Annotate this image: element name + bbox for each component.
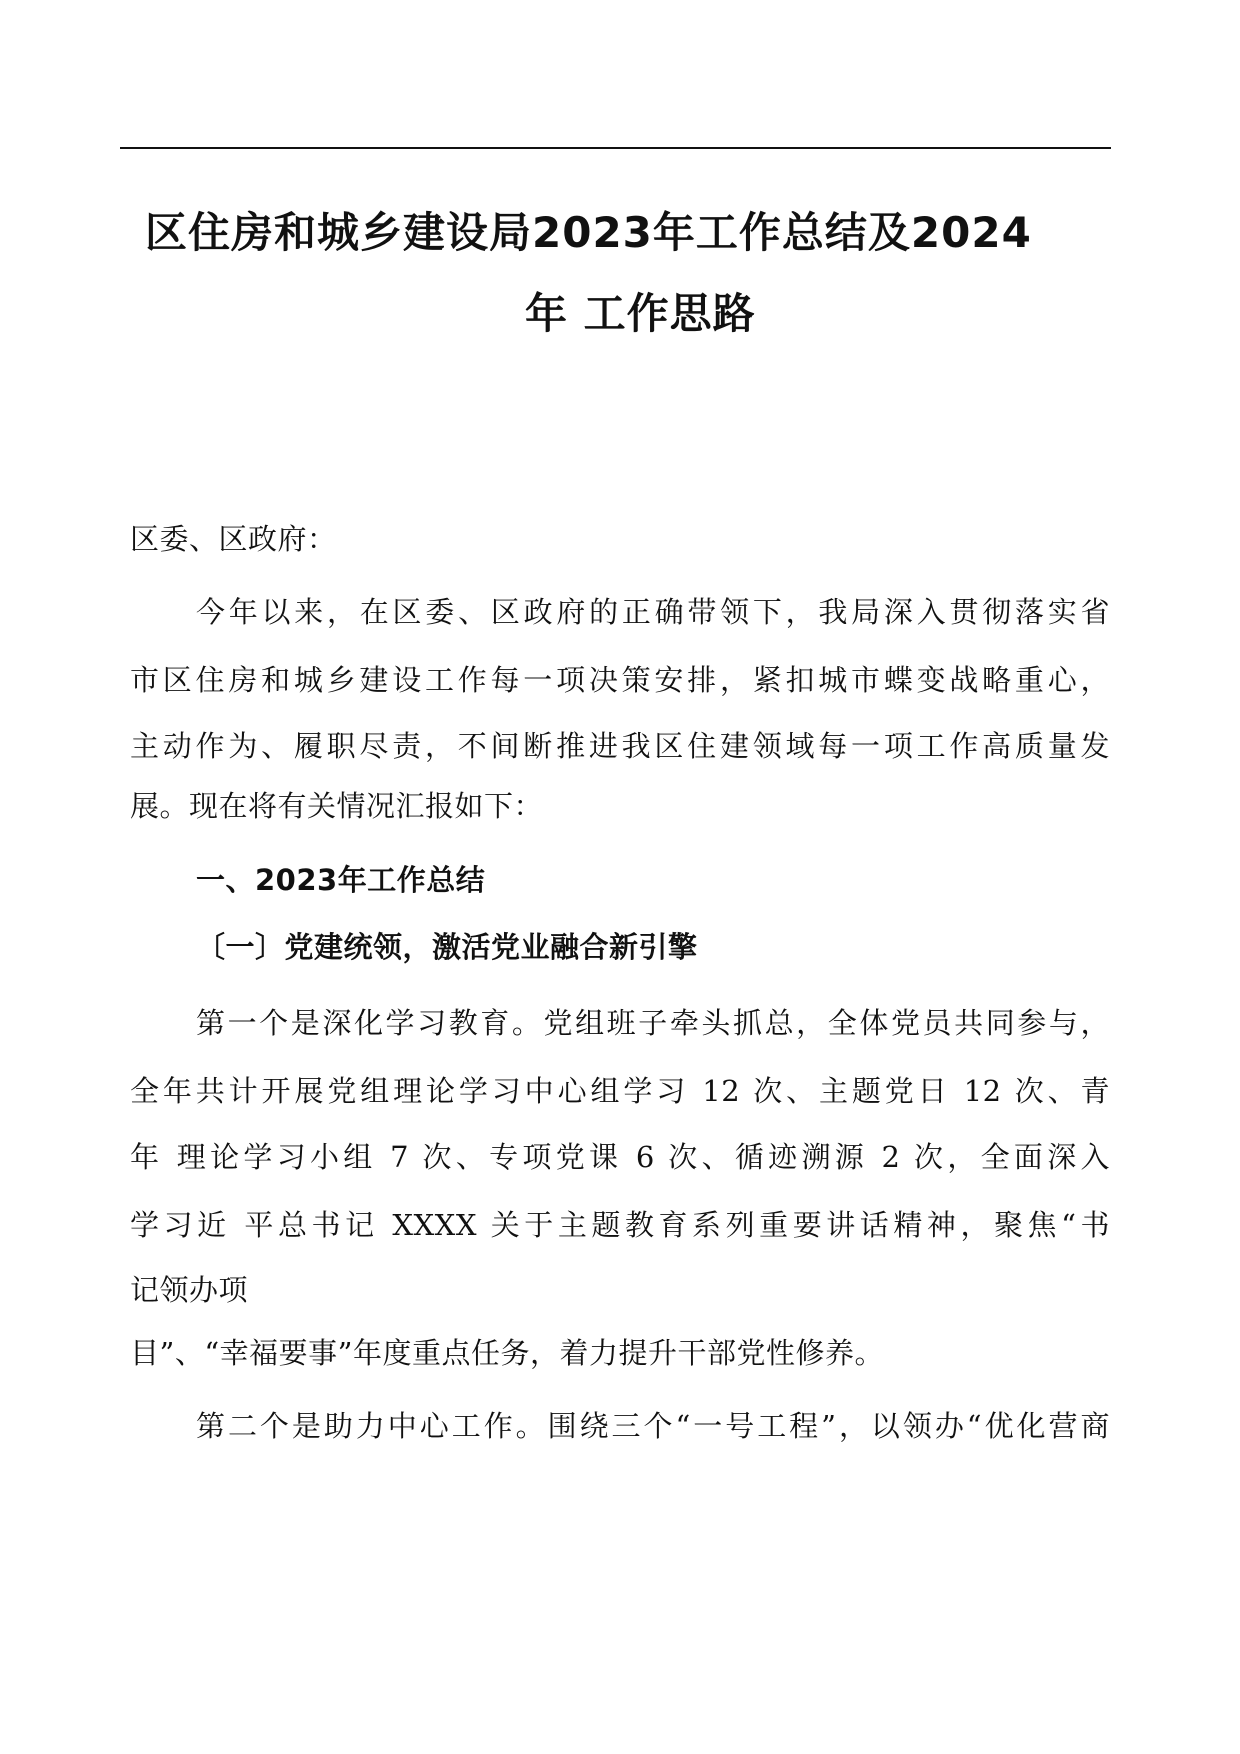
section-heading-1: 一、2023年工作总结 [196, 863, 486, 897]
salutation: 区委、区政府： [130, 522, 337, 556]
paragraph-1-line-1: 今年以来，在区委、区政府的正确带领下，我局深入贯彻落实省 [196, 595, 1110, 629]
paragraph-2-line-6: 目”、“幸福要事”年度重点任务，着力提升干部党性修养。 [130, 1336, 884, 1370]
paragraph-2-line-5: 记领办项 [130, 1273, 249, 1307]
header-rule [120, 147, 1111, 149]
document-title-line-2: 年 工作思路 [525, 289, 756, 338]
paragraph-1-line-3: 主动作为、履职尽责，不间断推进我区住建领域每一项工作高质量发 [130, 729, 1110, 763]
paragraph-1-line-2: 市区住房和城乡建设工作每一项决策安排，紧扣城市蝶变战略重心， [130, 663, 1110, 697]
paragraph-2-line-2: 全年共计开展党组理论学习中心组学习 12 次、主题党日 12 次、青 [130, 1074, 1110, 1108]
paragraph-1-line-4: 展。现在将有关情况汇报如下： [130, 789, 544, 823]
subsection-heading-1: 〔一〕党建统领，激活党业融合新引擎 [196, 930, 698, 964]
paragraph-2-line-4: 学习近 平总书记 XXXX 关于主题教育系列重要讲话精神，聚焦“书 [130, 1208, 1110, 1242]
paragraph-3-line-1: 第二个是助力中心工作。围绕三个“一号工程”，以领办“优化营商 [196, 1409, 1110, 1443]
paragraph-2-line-3: 年 理论学习小组 7 次、专项党课 6 次、循迹溯源 2 次，全面深入 [130, 1140, 1110, 1174]
document-title-line-1: 区住房和城乡建设局2023年工作总结及2024 [145, 208, 1032, 257]
paragraph-2-line-1: 第一个是深化学习教育。党组班子牵头抓总，全体党员共同参与， [196, 1006, 1110, 1040]
